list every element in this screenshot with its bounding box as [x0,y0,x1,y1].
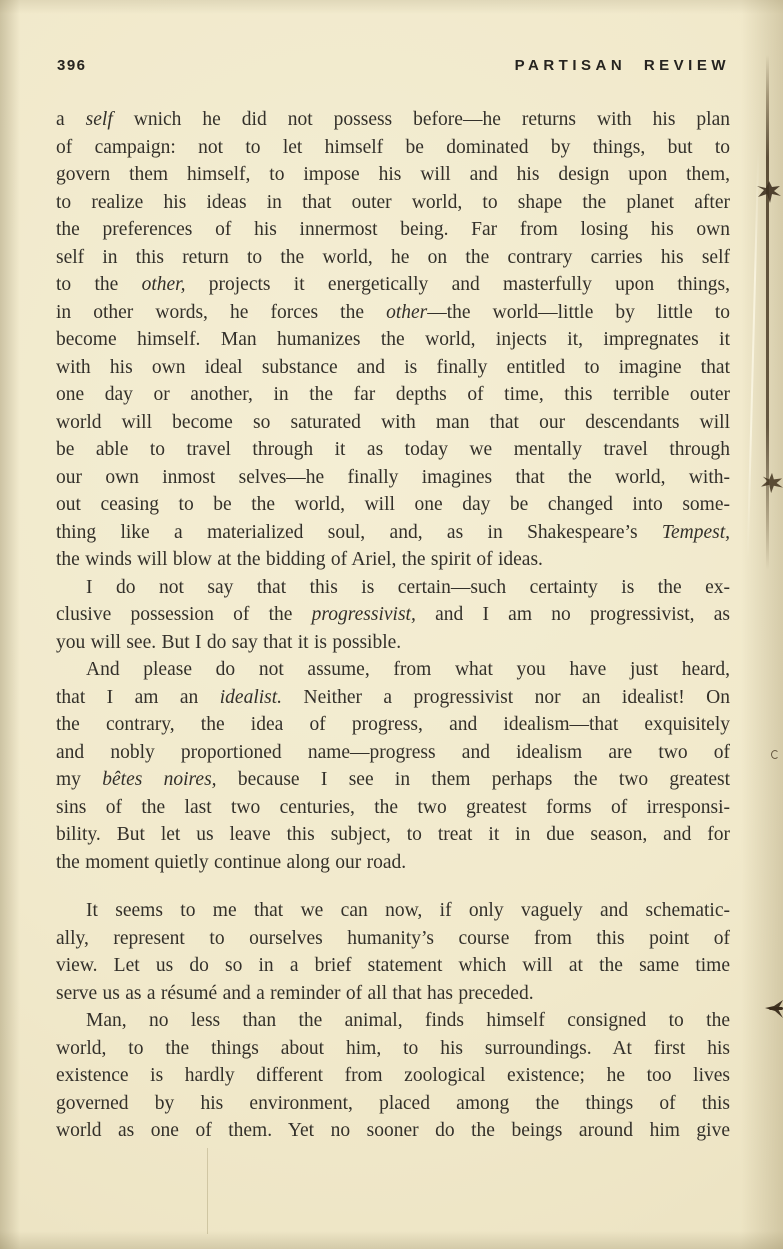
text-line: clusive possession of the progressivist, and I am no progressivist, as [56,604,730,625]
text-line: the contrary, the idea of progress, and idealism—that exquisitely [56,714,730,735]
paragraph [56,1007,730,1145]
text-line: Man, no less than the animal, finds himself consigned to the [86,1010,730,1031]
text-line: a self wnich he did not possess before—he returns with his plan [56,109,730,130]
text-line: world, to the things about him, to his surroundings. At first his [56,1037,730,1059]
text-line: serve us as a résumé and a reminder of all that has preceded. [56,982,534,1004]
text-line: out ceasing to be the world, will one day be changed into some- [56,494,730,515]
text-line: thing like a materialized soul, and, as in Shakespeare’s Tempest, [56,521,730,543]
text-line: of campaign: not to let himself be dominated by things, but to [56,136,730,158]
text-line: our own inmost selves—he finally imagines that the world, with- [56,466,730,488]
text-line: the moment quietly continue along our road. [56,851,407,873]
text-line: be able to travel through it as today we mentally travel through [56,439,730,460]
text-line: to realize his ideas in that outer world, to shape the planet after [56,191,730,213]
paragraph [56,897,730,1007]
page-number: 396 [57,57,87,74]
edge-shadow-top [0,0,783,14]
text-line: to the other, projects it energetically and masterfully upon things, [56,274,730,295]
text-line: and nobly proportioned name—progress and idealism are two of [56,741,730,763]
paper-crease [207,1148,208,1234]
text-line: with his own ideal substance and is finally entitled to imagine that [56,356,730,378]
ink-speck [771,750,779,759]
text-line: in other words, he forces the other—the world—little by little to [56,301,730,323]
text-line: world will become so saturated with man that our descendants will [56,411,730,433]
paragraph [56,106,730,574]
text-line: my bêtes noires, because I see in them perhaps the two greatest [56,769,731,790]
text-line: bility. But let us leave this subject, to treat it in due season, and for [56,824,730,845]
text-line: one day or another, in the far depths of time, this terrible outer [56,384,730,405]
text-line: self in this return to the world, he on the contrary carries his self [56,246,730,268]
body-text [56,106,730,1145]
text-line: the preferences of his innermost being. Far from losing his own [56,219,730,240]
text-line: governed by his environment, placed among the things of this [56,1092,730,1114]
ink-blot [764,998,783,1020]
text-line: existence is hardly different from zoological existence; he too lives [56,1065,730,1086]
text-line: I do not say that this is certain—such certainty is the ex- [86,576,730,598]
ink-blot [760,472,783,494]
text-line: sins of the last two centuries, the two greatest forms of irresponsi- [56,796,730,818]
text-line: It seems to me that we can now, if only vaguely and schematic- [86,900,730,921]
edge-shadow-left [0,0,20,1249]
ink-blot [756,180,782,204]
text-line: view. Let us do so in a brief statement which will at the same time [56,955,730,976]
ink-streak [769,1007,783,1010]
text-line: that I am an idealist. Neither a progressivist nor an idealist! On [56,686,730,708]
paper-scratch [747,150,759,560]
edge-shadow-right [741,0,783,1249]
edge-shadow-bottom [0,1231,783,1249]
running-header [57,57,730,74]
paragraph [56,574,730,657]
text-line: govern them himself, to impose his will and his design upon them, [56,164,730,185]
text-line: ally, represent to ourselves humanity’s course from this point of [56,927,730,949]
text-line: become himself. Man humanizes the world, injects it, impregnates it [56,329,730,350]
text-line: And please do not assume, from what you have just heard, [86,659,730,680]
paragraph [56,656,730,876]
text-line: the winds will blow at the bidding of Ariel, the spirit of ideas. [56,549,543,570]
page-edge-line [766,55,769,570]
text-line: world as one of them. Yet no sooner do the beings around him give [56,1120,730,1141]
text-line: you will see. But I do say that it is possible. [56,631,402,653]
journal-title: PARTISAN REVIEW [514,57,730,74]
